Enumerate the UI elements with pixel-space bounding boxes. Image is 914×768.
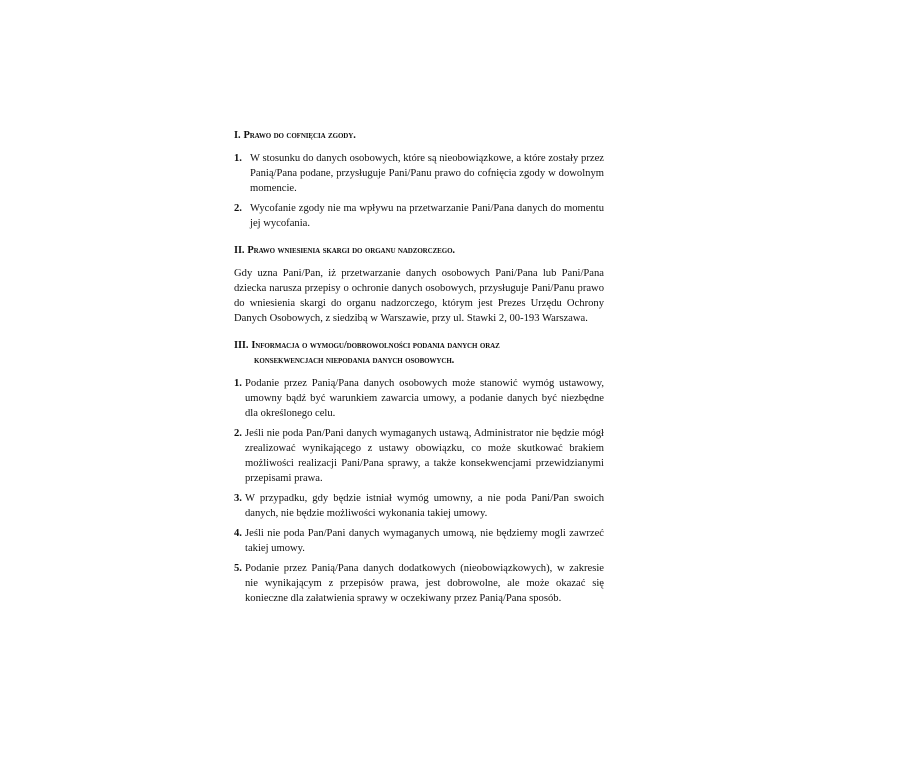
section-3-number: III. [234,340,249,351]
list-item-number: 2. [234,428,242,439]
section-1-title: Prawo do cofnięcia zgody. [243,130,356,141]
section-1-heading [234,128,604,143]
section-2-paragraph: Gdy uzna Pani/Pan, iż przetwarzanie danych osobowych Pani/Pana lub Pani/Pana dziecka narusza przepisy o ochronie danych osobowych, przysługuje Pani/Panu prawo do wniesienia skargi do organu nadzorczego, którym jest Prezes Urzędu Ochrony Danych Osobowych, z siedzibą w Warszawie, przy ul. Stawki 2, 00-193 Warszawa. [234,268,604,324]
section-3-title-line2: konsekwencjach niepodania danych osobowych. [254,355,455,366]
document-body [234,128,604,611]
list-item-number: 4. [234,528,242,539]
list-item-text: W stosunku do danych osobowych, które są nieobowiązkowe, a które zostały przez Panią/Pana podane, przysługuje Pani/Panu prawo do cofnięcia zgody w dowolnym momencie. [250,153,604,194]
section-1-number: I. [234,130,241,141]
section-2-number: II. [234,245,245,256]
list-item-text: Jeśli nie poda Pan/Pani danych wymaganych ustawą, Administrator nie będzie mógł zrealizować wynikającego z ustawy obowiązku, co może skutkować brakiem możliwości realizacji Pani/Pana sprawy, a także konsekwencjami przewidzianymi przepisami prawa. [245,428,604,484]
section-2-heading [234,243,604,258]
list-item [234,201,604,231]
list-item [234,151,604,196]
list-item-text: Podanie przez Panią/Pana danych osobowych może stanowić wymóg ustawowy, umowny bądź być warunkiem zawarcia umowy, a podanie danych być niezbędne dla określonego celu. [245,378,604,419]
list-item-number: 1. [234,378,242,389]
list-item-number: 3. [234,493,242,504]
section-3-heading [234,338,604,368]
list-item-number: 1. [234,153,242,164]
section-1-list [234,151,604,231]
list-item-text: W przypadku, gdy będzie istniał wymóg umowny, a nie poda Pani/Pan swoich danych, nie będzie możliwości wykonania takiej umowy. [245,493,604,519]
list-item [234,491,604,521]
list-item-text: Jeśli nie poda Pan/Pani danych wymaganych umową, nie będziemy mogli zawrzeć takiej umowy. [245,528,604,554]
list-item-text: Podanie przez Panią/Pana danych dodatkowych (nieobowiązkowych), w zakresie nie wynikającym z przepisów prawa, jest dobrowolne, ale może okazać się konieczne dla załatwienia sprawy w oczekiwany przez Panią/Pana sposób. [245,563,604,604]
list-item-text: Wycofanie zgody nie ma wpływu na przetwarzanie Pani/Pana danych do momentu jej wycofania. [250,203,604,229]
list-item [234,376,604,421]
list-item-number: 2. [234,203,242,214]
list-item-number: 5. [234,563,242,574]
section-3-title-line1: Informacja o wymogu/dobrowolności podania danych oraz [251,340,500,351]
list-item [234,526,604,556]
list-item [234,426,604,486]
section-3-list [234,376,604,606]
section-2-title: Prawo wniesienia skargi do organu nadzorczego. [247,245,455,256]
list-item [234,561,604,606]
